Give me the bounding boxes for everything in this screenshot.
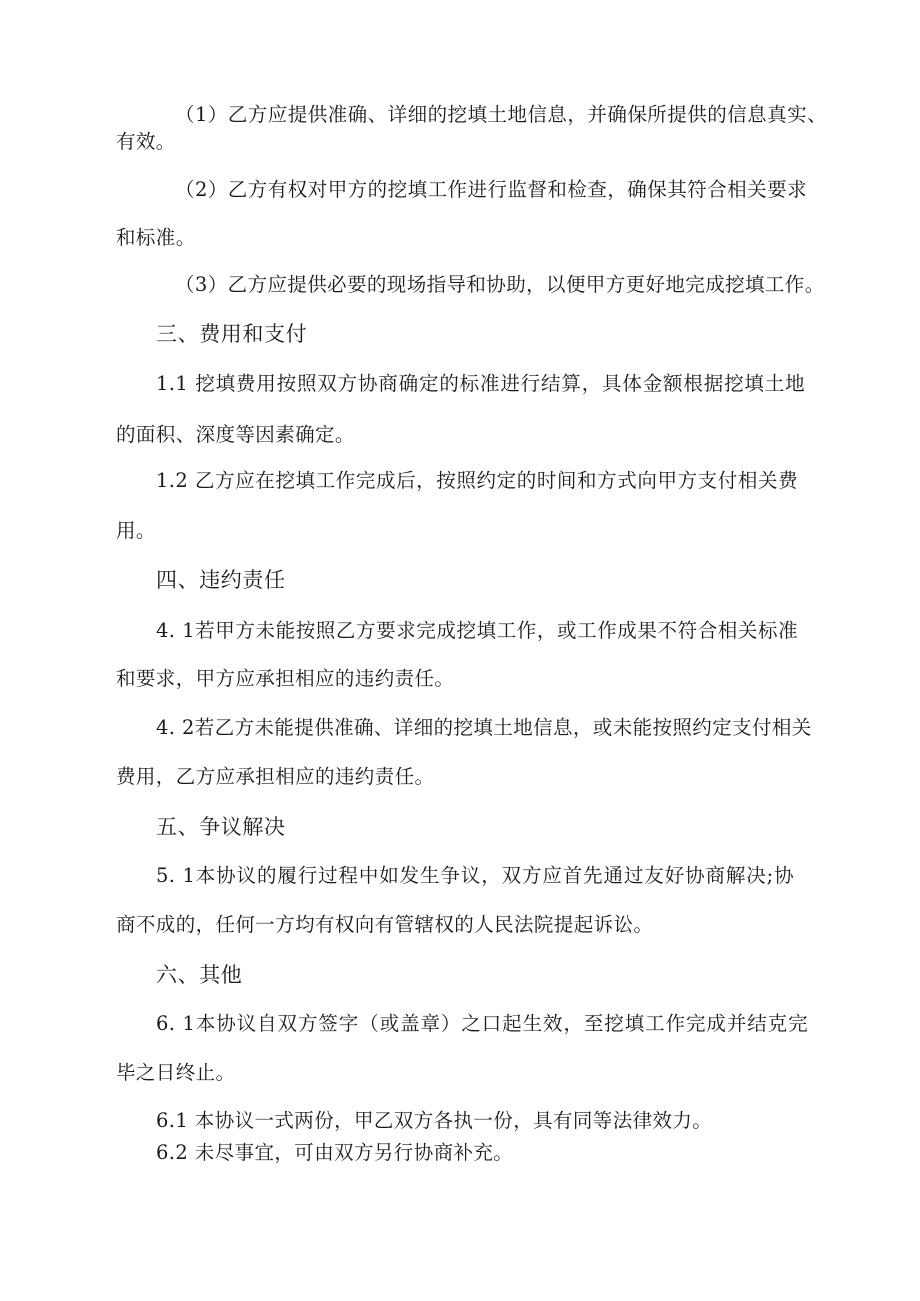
- clause-4-1-line2: 和要求，甲方应承担相应的违约责任。: [116, 667, 455, 690]
- clause-5-1-line1: 5. 1本协议的履行过程中如发生争议，双方应首先通过友好协商解决;协: [156, 864, 794, 887]
- clause-4-2-line2: 费用，乙方应承担相应的违约责任。: [116, 765, 435, 788]
- section-5-title: 五、争议解决: [156, 815, 286, 839]
- clause-4-2-line1: 4. 2若乙方未能提供准确、详细的挖填土地信息，或未能按照约定支付相关: [156, 716, 812, 739]
- clause-2-2-line2: 和标准。: [116, 226, 196, 249]
- clause-3-1-line1: 1.1 挖填费用按照双方协商确定的标准进行结算，具体金额根据挖填土地: [156, 372, 805, 395]
- clause-2-3-line1: （3）乙方应提供必要的现场指导和协助，以便甲方更好地完成挖填工作。: [175, 273, 825, 296]
- section-4-title: 四、违约责任: [156, 568, 286, 592]
- clause-2-1-line2: 有效。: [116, 130, 176, 153]
- section-6-title: 六、其他: [156, 963, 243, 987]
- clause-3-2-line2: 用。: [116, 519, 156, 542]
- clause-4-1-line1: 4. 1若甲方未能按照乙方要求完成挖填工作，或工作成果不符合相关标准: [156, 619, 798, 642]
- clause-2-2-line1: （2）乙方有权对甲方的挖填工作进行监督和检查，确保其符合相关要求: [175, 178, 807, 201]
- clause-2-1-line1: （1）乙方应提供准确、详细的挖填土地信息，并确保所提供的信息真实、: [175, 103, 827, 126]
- clause-6-1-line1: 6. 1本协议自双方签字（或盖章）之口起生效，至挖填工作完成并结克完: [156, 1012, 808, 1035]
- clause-5-1-line2: 商不成的，任何一方均有权向有管辖权的人民法院提起诉讼。: [116, 913, 654, 936]
- clause-3-1-line2: 的面积、深度等因素确定。: [116, 423, 355, 446]
- clause-6-3-line1: 6.2 未尽事宜，可由双方另行协商补充。: [156, 1141, 514, 1164]
- clause-3-2-line1: 1.2 乙方应在挖填工作完成后，按照约定的时间和方式向甲方支付相关费: [156, 469, 798, 492]
- section-3-title: 三、费用和支付: [156, 322, 308, 346]
- clause-6-2-line1: 6.1 本协议一式两份，甲乙双方各执一份，具有同等法律效力。: [156, 1109, 713, 1132]
- clause-6-1-line2: 毕之日终止。: [116, 1061, 236, 1084]
